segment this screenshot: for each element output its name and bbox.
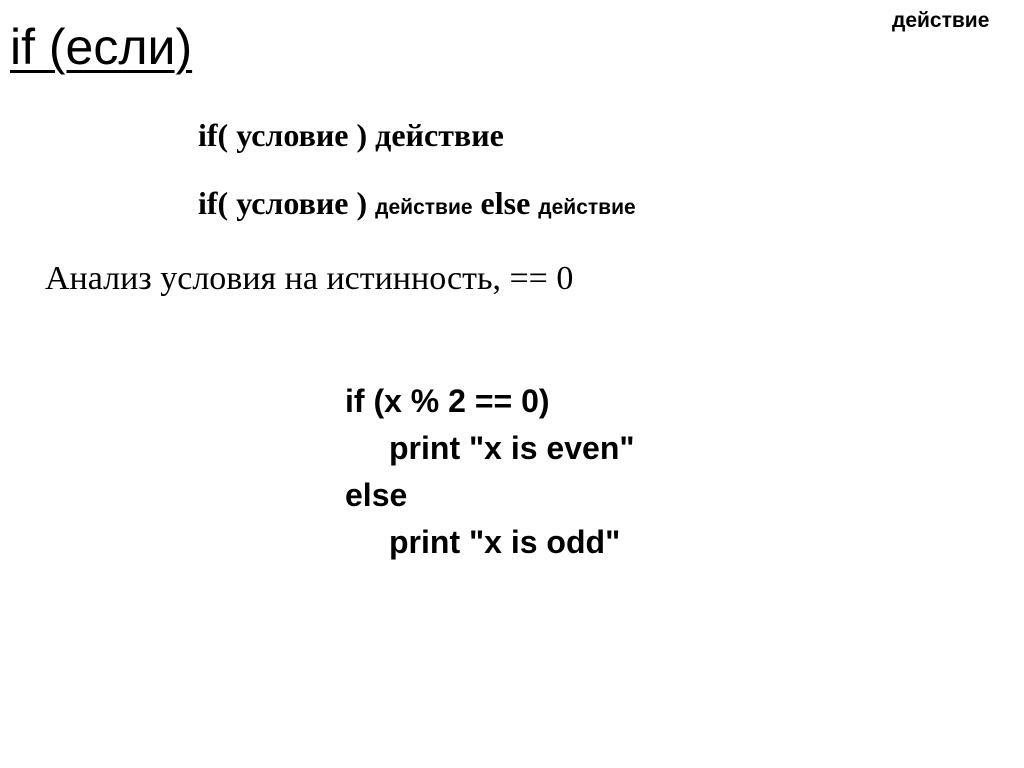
- code-line-print-even: print "x is even": [389, 430, 635, 466]
- code-example: [345, 378, 635, 566]
- code-line-else: else: [345, 477, 408, 513]
- syntax-else-keyword: else: [480, 185, 531, 221]
- syntax-line-if: if( условие ) действие: [198, 117, 504, 153]
- syntax-if-condition: if( условие ): [198, 185, 368, 221]
- condition-analysis-text: Анализ условия на истинность, == 0: [45, 260, 574, 297]
- syntax-line-if-else: [198, 182, 636, 229]
- syntax-action-else: действие: [538, 196, 636, 219]
- syntax-action-then: действие: [375, 196, 473, 219]
- code-line-print-odd: print "x is odd": [389, 524, 621, 560]
- code-line-if: if (x % 2 == 0): [345, 383, 550, 419]
- corner-note: действие: [892, 9, 990, 32]
- slide-title: if (если): [10, 19, 193, 75]
